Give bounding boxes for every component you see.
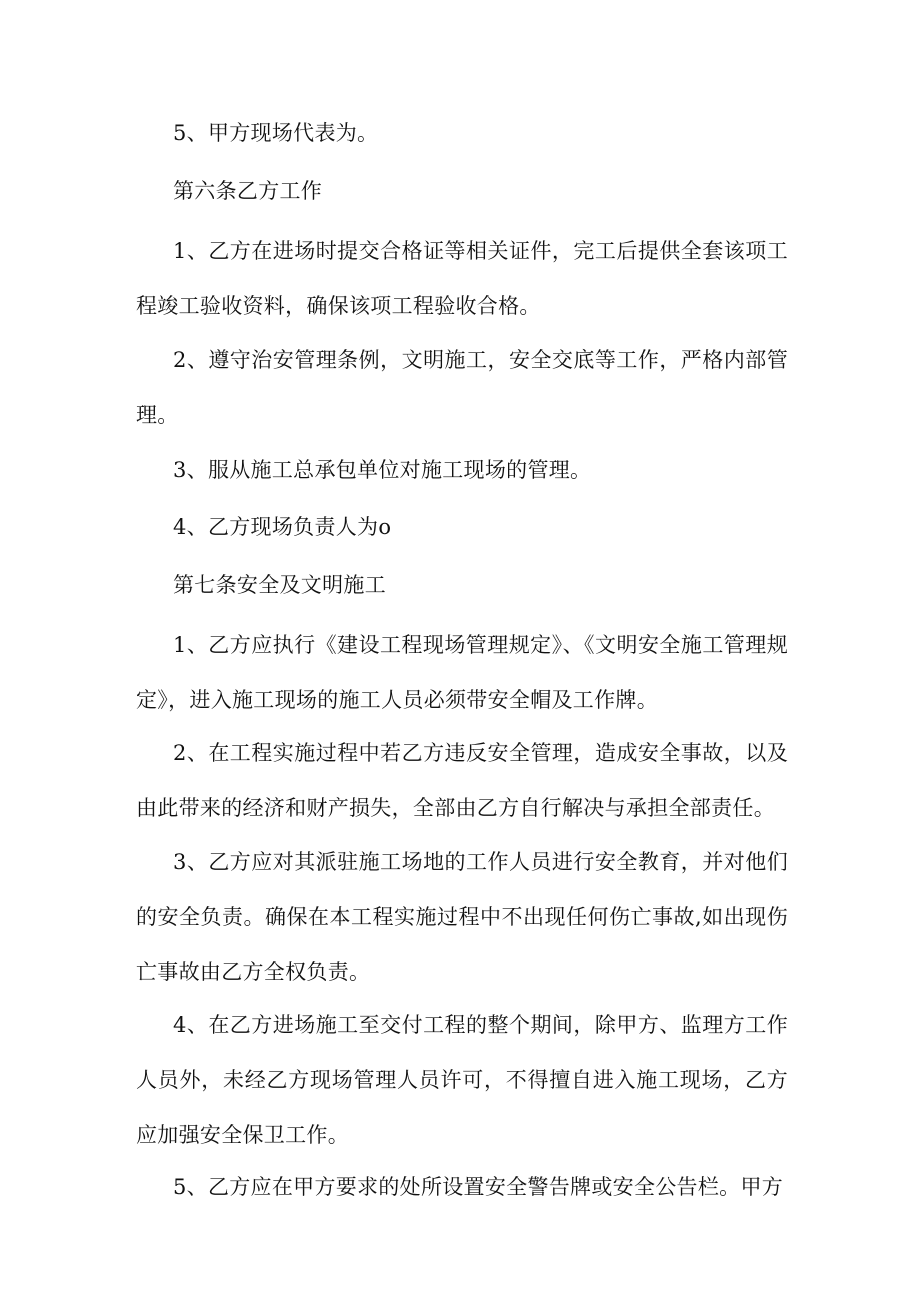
article-7-item-4: 4、在乙方进场施工至交付工程的整个期间，除甲方、监理方工作人员外，未经乙方现场管理人员许可，不得擅自进入施工现场，乙方应加强安全保卫工作。 (136, 1013, 788, 1147)
article-7-item-5: 5、乙方应在甲方要求的处所设置安全警告牌或安全公告栏。甲方 (173, 1175, 784, 1199)
article-6-item-3: 3、服从施工总承包单位对施工现场的管理。 (173, 458, 592, 482)
article-6-item-1: 1、乙方在进场时提交合格证等相关证件，完工后提供全套该项工程竣工验收资料，确保该项工程验收合格。 (136, 239, 788, 318)
article-6-item-2: 2、遵守治安管理条例，文明施工，安全交底等工作，严格内部管理。 (136, 348, 788, 427)
article-7-item-2: 2、在工程实施过程中若乙方违反安全管理，造成安全事故，以及由此带来的经济和财产损失，全部由乙方自行解决与承担全部责任。 (136, 741, 788, 820)
article-6-item-4: 4、乙方现场负责人为o (173, 515, 392, 539)
clause-5-party-a-representative: 5、甲方现场代表为。 (173, 121, 379, 145)
article-7-item-1: 1、乙方应执行《建设工程现场管理规定》、《文明安全施工管理规定》，进入施工现场的施工人员必须带安全帽及工作牌。 (136, 633, 788, 712)
article-7-item-3: 3、乙方应对其派驻施工场地的工作人员进行安全教育，并对他们的安全负责。确保在本工程实施过程中不出现任何伤亡事故,如出现伤亡事故由乙方全权负责。 (136, 850, 788, 984)
article-6-heading: 第六条乙方工作 (173, 179, 323, 203)
article-7-heading: 第七条安全及文明施工 (173, 573, 386, 597)
